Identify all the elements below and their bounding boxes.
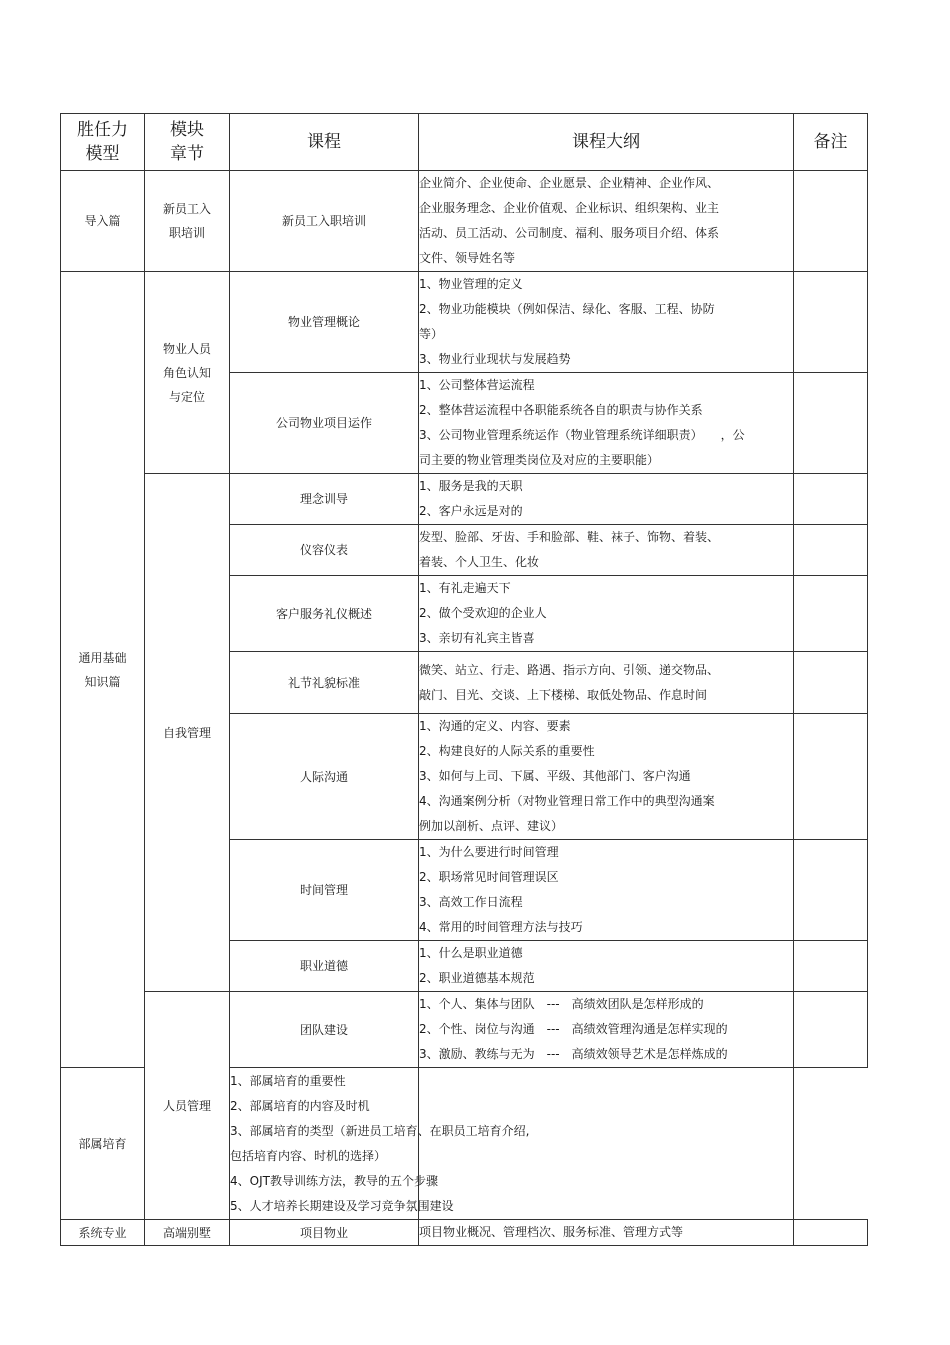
outline-cell: 企业简介、企业使命、企业愿景、企业精神、企业作风、 企业服务理念、企业价值观、企业标识、组织架构、业主 活动、员工活动、公司制度、福利、服务项目介绍、体系 文件、领导姓名等 xyxy=(419,171,794,272)
outline-cell: 发型、脸部、牙齿、手和脸部、鞋、袜子、饰物、着装、 着装、个人卫生、化妆 xyxy=(419,525,794,576)
course-cell: 礼节礼貌标准 xyxy=(230,652,419,714)
remark-cell xyxy=(794,474,868,525)
remark-cell xyxy=(794,576,868,652)
outline-cell: 1、公司整体营运流程 2、整体营运流程中各职能系统各自的职责与协作关系 3、公司物业管理系统运作（物业管理系统详细职责） ，公 司主要的物业管理类岗位及对应的主要职能） xyxy=(419,373,794,474)
course-cell: 项目物业 xyxy=(230,1220,419,1246)
module-cell: 人员管理 xyxy=(145,992,230,1220)
table-row xyxy=(61,1220,868,1246)
module-cell: 高端别墅 xyxy=(145,1220,230,1246)
header-row xyxy=(61,114,868,171)
outline-cell: 1、部属培育的重要性 2、部属培育的内容及时机 3、部属培育的类型（新进员工培育、在职员工培育介绍, 包括培育内容、时机的选择） 4、OJT教导训练方法，教导的五个步骤 5、人才培养长期建设及学习竞争氛围建设 xyxy=(230,1068,419,1220)
module-cell: 物业人员 角色认知 与定位 xyxy=(145,272,230,474)
outline-cell: 1、服务是我的天职 2、客户永远是对的 xyxy=(419,474,794,525)
outline-cell: 微笑、站立、行走、路遇、指示方向、引领、递交物品、 敲门、目光、交谈、上下楼梯、取低处物品、作息时间 xyxy=(419,652,794,714)
remark-cell xyxy=(419,1068,794,1220)
module-cell: 新员工入 职培训 xyxy=(145,171,230,272)
table-row xyxy=(61,992,868,1068)
outline-cell: 1、有礼走遍天下 2、做个受欢迎的企业人 3、亲切有礼宾主皆喜 xyxy=(419,576,794,652)
course-cell: 团队建设 xyxy=(230,992,419,1068)
remark-cell xyxy=(794,714,868,840)
remark-cell xyxy=(794,525,868,576)
header-outline: 课程大纲 xyxy=(419,114,794,171)
remark-cell xyxy=(794,992,868,1068)
header-course: 课程 xyxy=(230,114,419,171)
course-cell: 新员工入职培训 xyxy=(230,171,419,272)
remark-cell xyxy=(794,652,868,714)
table-row xyxy=(61,272,868,373)
table-row xyxy=(61,171,868,272)
outline-cell: 1、沟通的定义、内容、要素 2、构建良好的人际关系的重要性 3、如何与上司、下属、平级、其他部门、客户沟通 4、沟通案例分析（对物业管理日常工作中的典型沟通案 例加以剖析、点评、建议） xyxy=(419,714,794,840)
header-model: 胜任力 模型 xyxy=(61,114,145,171)
course-cell: 客户服务礼仪概述 xyxy=(230,576,419,652)
module-cell: 自我管理 xyxy=(145,474,230,992)
course-cell: 仪容仪表 xyxy=(230,525,419,576)
remark-cell xyxy=(794,1220,868,1246)
table-row xyxy=(61,474,868,525)
course-cell: 物业管理概论 xyxy=(230,272,419,373)
model-cell: 系统专业 xyxy=(61,1220,145,1246)
model-cell: 通用基础 知识篇 xyxy=(61,272,145,1068)
outline-cell: 1、个人、集体与团队 --- 高绩效团队是怎样形成的 2、个性、岗位与沟通 --- 高绩效管理沟通是怎样实现的 3、激励、教练与无为 --- 高绩效领导艺术是怎样炼成的 xyxy=(419,992,794,1068)
course-cell: 理念训导 xyxy=(230,474,419,525)
course-cell: 人际沟通 xyxy=(230,714,419,840)
training-course-table xyxy=(60,113,868,1246)
outline-cell: 1、物业管理的定义 2、物业功能模块（例如保洁、绿化、客服、工程、协防 等） 3、物业行业现状与发展趋势 xyxy=(419,272,794,373)
header-remark: 备注 xyxy=(794,114,868,171)
remark-cell xyxy=(794,272,868,373)
remark-cell xyxy=(794,840,868,941)
remark-cell xyxy=(794,171,868,272)
header-module: 模块 章节 xyxy=(145,114,230,171)
remark-cell xyxy=(794,941,868,992)
model-cell: 导入篇 xyxy=(61,171,145,272)
remark-cell xyxy=(794,373,868,474)
course-cell: 部属培育 xyxy=(61,1068,145,1220)
outline-cell: 1、什么是职业道德 2、职业道德基本规范 xyxy=(419,941,794,992)
outline-cell: 1、为什么要进行时间管理 2、职场常见时间管理误区 3、高效工作日流程 4、常用的时间管理方法与技巧 xyxy=(419,840,794,941)
outline-cell: 项目物业概况、管理档次、服务标准、管理方式等 xyxy=(419,1220,794,1246)
course-cell: 公司物业项目运作 xyxy=(230,373,419,474)
course-cell: 时间管理 xyxy=(230,840,419,941)
course-cell: 职业道德 xyxy=(230,941,419,992)
